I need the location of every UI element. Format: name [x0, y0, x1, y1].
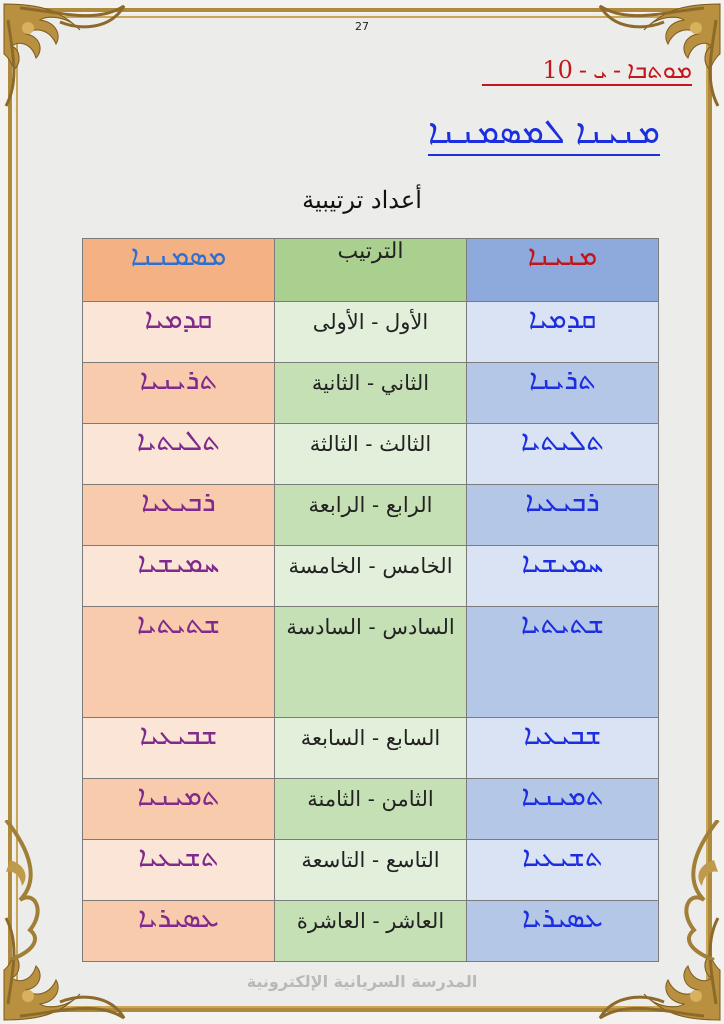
cell-cardinal: ܚܡܝܫܝܐ [467, 546, 659, 607]
side-ornament-icon [0, 820, 60, 960]
cell-arabic: الثاني - الثانية [275, 363, 467, 424]
header-arabic: الترتيب [275, 239, 467, 302]
cell-ordinal: ܬܪܝܢܝܐ [83, 363, 275, 424]
lesson-header-syriac: ܡܘܬܒܐ [627, 56, 692, 84]
lesson-header-separator: - [613, 56, 622, 84]
section-subtitle: أعداد ترتيبية [302, 186, 422, 214]
table-row [83, 485, 659, 546]
cell-arabic: السابع - السابعة [275, 718, 467, 779]
table-row [83, 779, 659, 840]
table-row [83, 901, 659, 962]
lesson-title [428, 112, 660, 158]
cell-cardinal: ܩܕܡܝܐ [467, 302, 659, 363]
cell-cardinal: ܫܒܝܥܝܐ [467, 718, 659, 779]
page-number: 27 [355, 20, 369, 33]
cell-arabic: العاشر - العاشرة [275, 901, 467, 962]
cell-arabic: السادس - السادسة [275, 607, 467, 718]
corner-ornament-icon [0, 0, 130, 110]
corner-ornament-icon [594, 0, 724, 110]
header-ordinal: ܡܣܡܢܢܐ [83, 239, 275, 302]
lesson-number: 10 [542, 56, 573, 84]
cell-cardinal: ܬܫܝܥܝܐ [467, 840, 659, 901]
header-cardinal: ܡܢܝܢܐ [467, 239, 659, 302]
cell-cardinal: ܫܬܝܬܝܐ [467, 607, 659, 718]
lesson-title-underline [428, 154, 660, 156]
side-ornament-icon [664, 820, 724, 960]
lesson-title-text: ܡܢܝܢܐ ܠܡܣܡܢܢܐ [428, 112, 660, 152]
cell-cardinal: ܥܣܝܪܝܐ [467, 901, 659, 962]
cell-ordinal: ܪܒܝܥܝܐ [83, 485, 275, 546]
lesson-header-separator: - [578, 56, 588, 84]
lesson-header-underline [482, 84, 692, 86]
cell-cardinal: ܬܪܝܢܐ [467, 363, 659, 424]
cell-cardinal: ܬܠܝܬܝܐ [467, 424, 659, 485]
cell-cardinal: ܪܒܝܥܝܐ [467, 485, 659, 546]
table-row [83, 607, 659, 718]
table-row [83, 718, 659, 779]
cell-cardinal: ܬܡܝܢܝܐ [467, 779, 659, 840]
cell-arabic: الثامن - الثامنة [275, 779, 467, 840]
table-row [83, 546, 659, 607]
cell-ordinal: ܬܡܝܢܝܐ [83, 779, 275, 840]
ordinal-numbers-table [82, 238, 659, 962]
cell-ordinal: ܩܕܡܝܐ [83, 302, 275, 363]
table-row [83, 302, 659, 363]
cell-arabic: الرابع - الرابعة [275, 485, 467, 546]
lesson-header-letter: ܝ [593, 56, 608, 84]
cell-arabic: التاسع - التاسعة [275, 840, 467, 901]
cell-ordinal: ܫܒܝܥܝܐ [83, 718, 275, 779]
cell-arabic: الثالث - الثالثة [275, 424, 467, 485]
cell-ordinal: ܬܫܝܥܝܐ [83, 840, 275, 901]
watermark-text: المدرسة السريانية الإلكترونية [246, 972, 478, 991]
cell-ordinal: ܬܠܝܬܝܐ [83, 424, 275, 485]
cell-ordinal: ܥܣܝܪܝܐ [83, 901, 275, 962]
table-row [83, 363, 659, 424]
cell-ordinal: ܚܡܝܫܝܐ [83, 546, 275, 607]
table-row [83, 840, 659, 901]
cell-arabic: الأول - الأولى [275, 302, 467, 363]
table-row [83, 424, 659, 485]
cell-arabic: الخامس - الخامسة [275, 546, 467, 607]
table-header-row [83, 239, 659, 302]
cell-ordinal: ܫܬܝܬܝܐ [83, 607, 275, 718]
lesson-header [482, 56, 692, 90]
